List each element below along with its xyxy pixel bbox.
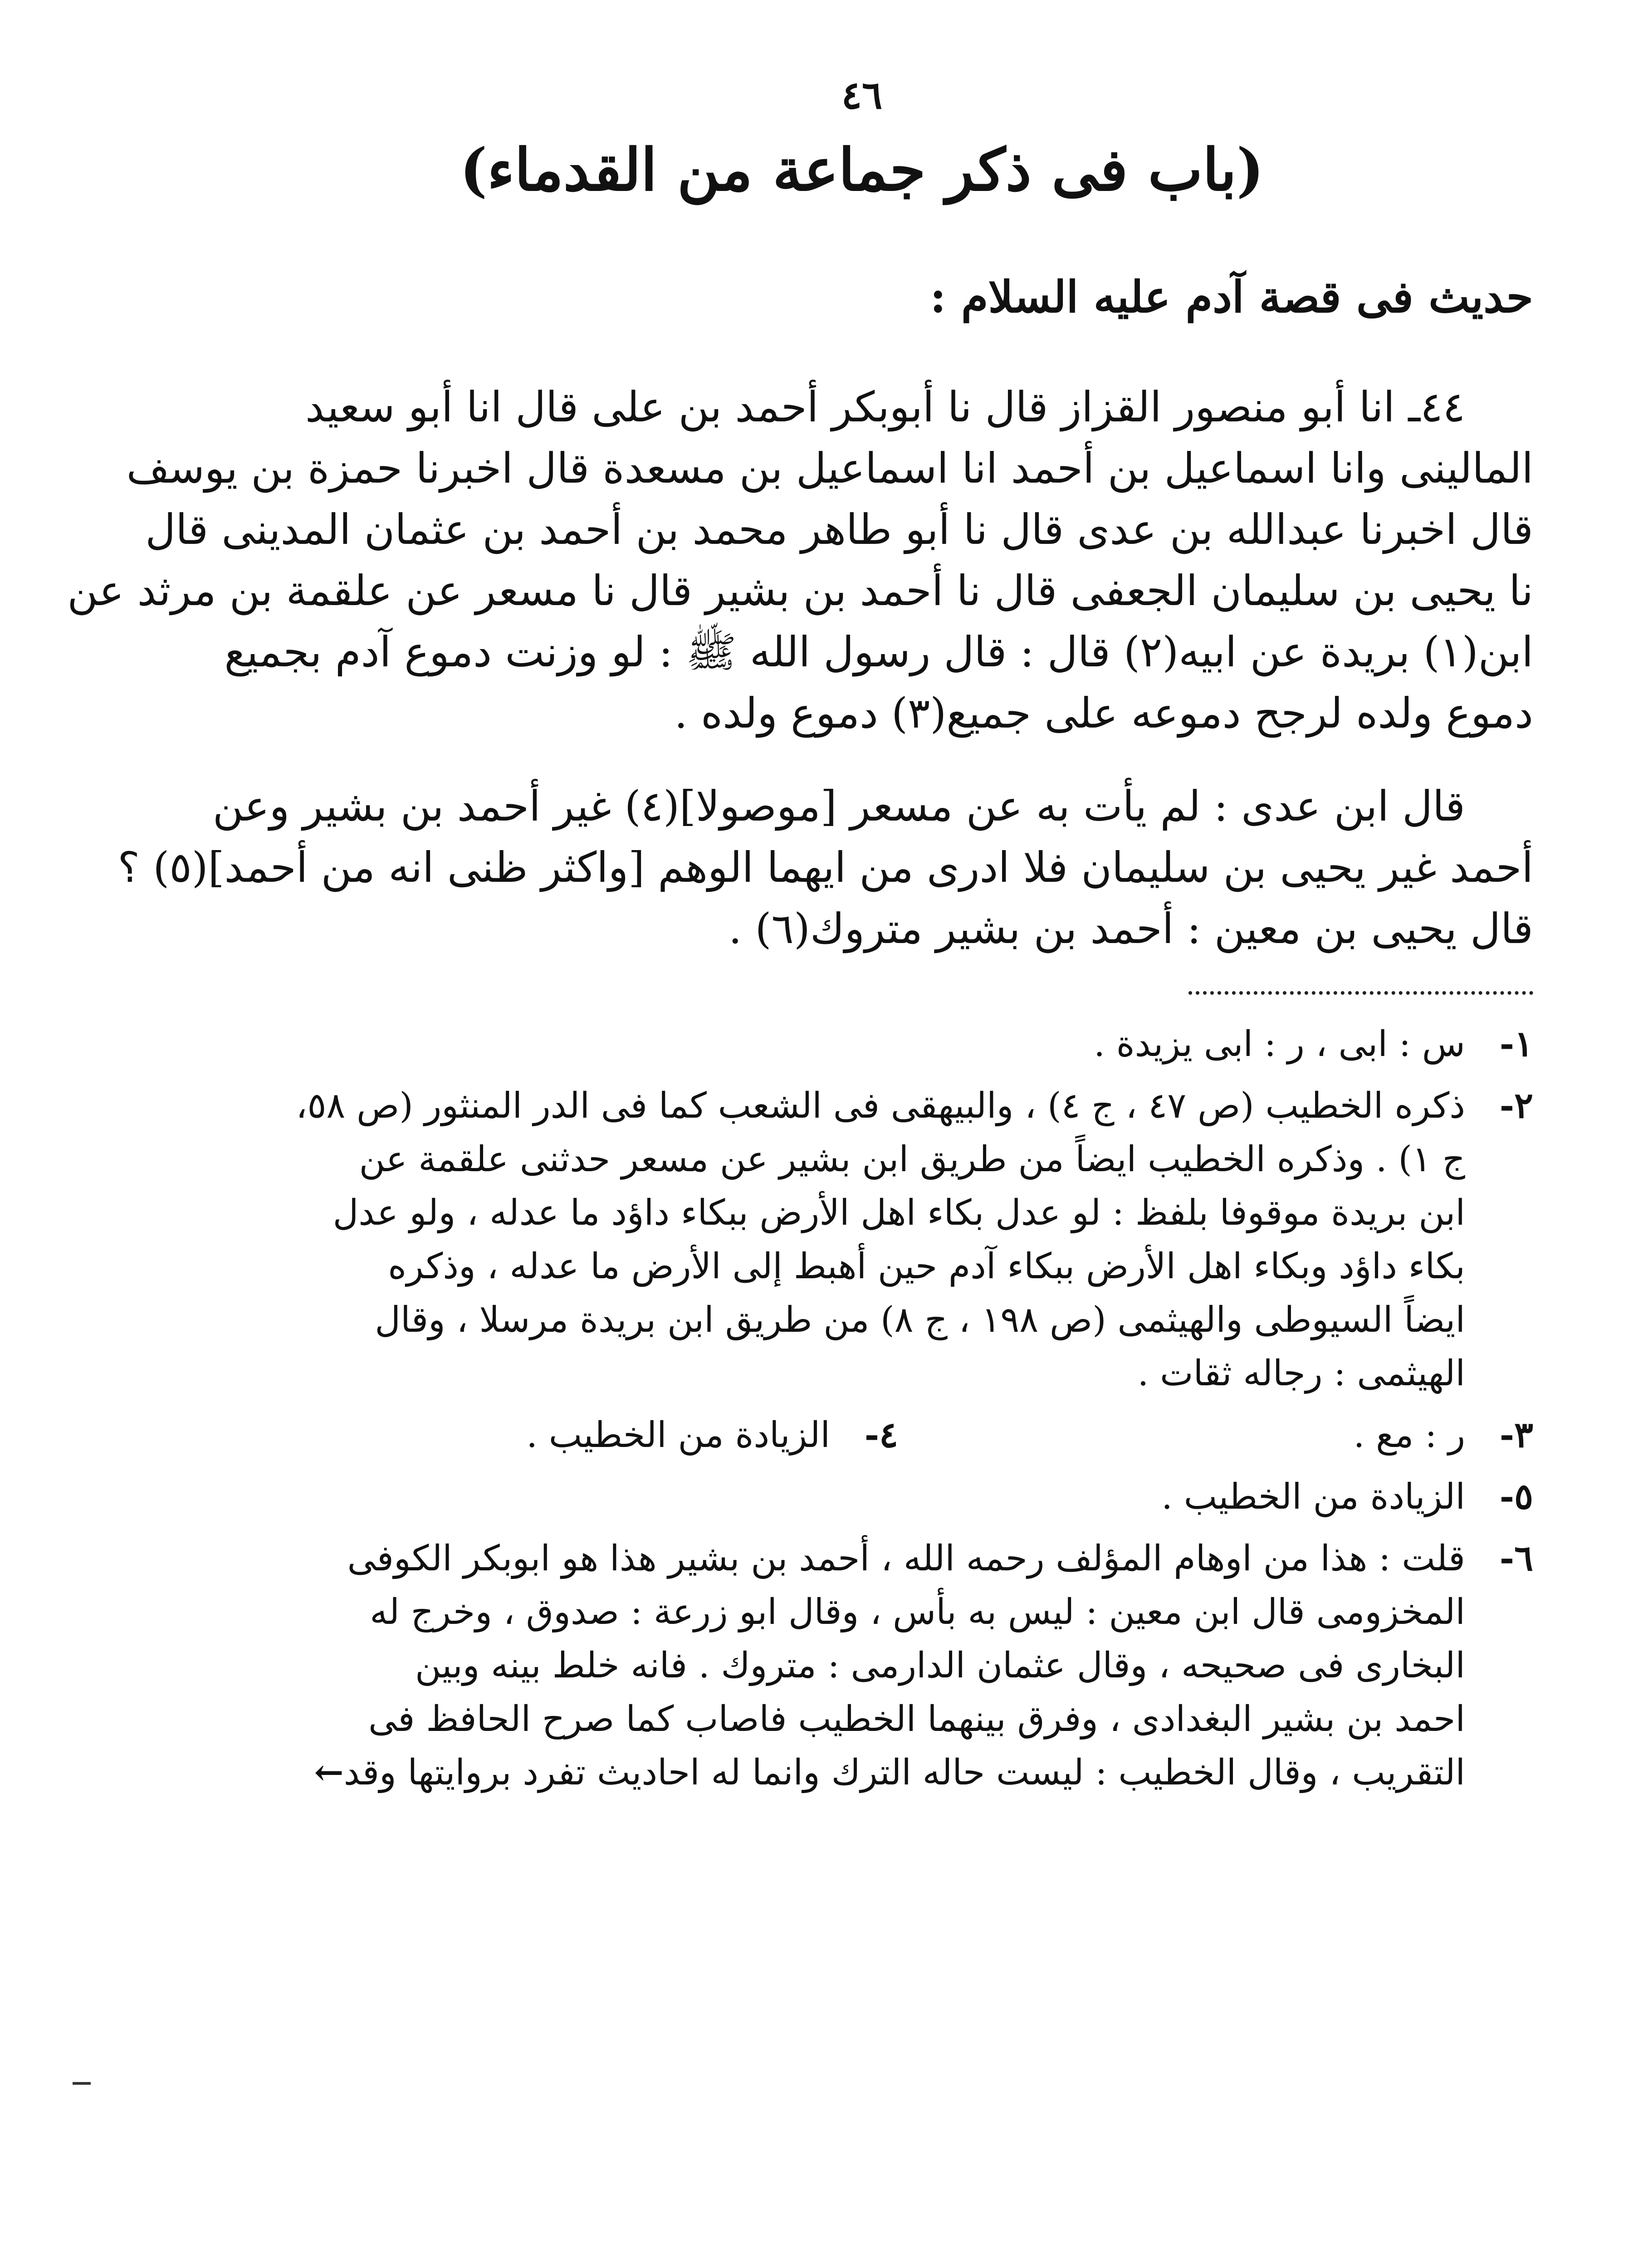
footnote-number: ٦- xyxy=(1499,1538,1533,1579)
footnote-line: ر : مع . xyxy=(1353,1415,1465,1456)
footnote-5 xyxy=(191,1470,1533,1524)
footnote-line: الزيادة من الخطيب . xyxy=(526,1415,830,1456)
footnote-body xyxy=(191,1470,1465,1524)
hadith-line: قال اخبرنا عبدالله بن عدى قال نا أبو طاهر محمد بن أحمد بن عثمان المدينى قال xyxy=(145,505,1533,554)
footnote-number: ٤- xyxy=(864,1414,898,1456)
footnote-body xyxy=(191,1532,1465,1799)
footnote-line: المخزومى قال ابن معين : ليس به بأس ، وقال ابو زرعة : صدوق ، وخرج له xyxy=(370,1592,1465,1633)
chapter-title: (باب فى ذكر جماعة من القدماء) xyxy=(460,136,1264,204)
footnote-line: س : ابى ، ر : ابى يزيدة . xyxy=(1094,1024,1465,1065)
page-number: ٤٦ xyxy=(841,73,883,117)
footnote-line: احمد بن بشير البغدادى ، وفرق بينهما الخطيب فاصاب كما صرح الحافظ فى xyxy=(368,1699,1465,1740)
footnote-2 xyxy=(191,1079,1533,1400)
footnote-separator xyxy=(1188,991,1533,995)
hadith-line: المالينى وانا اسماعيل بن أحمد انا اسماعيل بن مسعدة قال اخبرنا حمزة بن يوسف xyxy=(126,444,1533,493)
footnote-number: ٣- xyxy=(1499,1414,1533,1456)
hadith-line: ٤٤ـ انا أبو منصور القزاز قال نا أبوبكر أحمد بن على قال انا أبو سعيد xyxy=(305,383,1465,431)
footnote-line: ج ١) . وذكره الخطيب ايضاً من طريق ابن بشير عن مسعر حدثنى علقمة عن xyxy=(359,1139,1465,1180)
footnote-number: ٥- xyxy=(1499,1476,1533,1517)
footnote-body xyxy=(526,1408,830,1462)
footnote-line xyxy=(191,1746,1465,1799)
footnotes xyxy=(191,1017,1533,1799)
hadith-line: ابن(١) بريدة عن ابيه(٢) قال : قال رسول الله ﷺ : لو وزنت دموع آدم بجميع xyxy=(224,628,1533,676)
hadith-line: نا يحيى بن سليمان الجعفى قال نا أحمد بن بشير قال نا مسعر عن علقمة بن مرثد عن xyxy=(67,567,1533,615)
footnote-line: ذكره الخطيب (ص ٤٧ ، ج ٤) ، والبيهقى فى الشعب كما فى الدر المنثور (ص ٥٨، xyxy=(296,1085,1465,1126)
footnote-line: الهيثمى : رجاله ثقات . xyxy=(1137,1353,1465,1394)
continuation-arrow-icon: ← xyxy=(314,1752,344,1793)
commentary-line: قال ابن عدى : لم يأت به عن مسعر [موصولا](٤) غير أحمد بن بشير وعن xyxy=(212,782,1465,831)
footnote-body xyxy=(191,1017,1465,1071)
footnote-line: قلت : هذا من اوهام المؤلف رحمه الله ، أحمد بن بشير هذا هو ابوبكر الكوفى xyxy=(347,1538,1465,1579)
footnote-line: بكاء داؤد وبكاء اهل الأرض ببكاء آدم حين أهبط إلى الأرض ما عدله ، وذكره xyxy=(388,1246,1465,1287)
footnote-4 xyxy=(526,1408,898,1462)
margin-mark xyxy=(73,2082,91,2085)
hadith-paragraph xyxy=(67,376,1533,744)
commentary-line: قال يحيى بن معين : أحمد بن بشير متروك(٦) . xyxy=(729,904,1533,953)
footnote-1 xyxy=(191,1017,1533,1071)
footnote-body xyxy=(898,1408,1465,1462)
footnote-line: ابن بريدة موقوفا بلفظ : لو عدل بكاء اهل الأرض ببكاء داؤد ما عدله ، ولو عدل xyxy=(333,1193,1465,1233)
footnote-body xyxy=(191,1079,1465,1400)
hadith-line: دموع ولده لرجح دموعه على جميع(٣) دموع ولده . xyxy=(674,689,1533,738)
book-page xyxy=(67,68,1533,2268)
footnote-line-text: التقريب ، وقال الخطيب : ليست حاله الترك وانما له احاديث تفرد بروايتها وقد xyxy=(343,1752,1465,1793)
footnote-line: البخارى فى صحيحه ، وقال عثمان الدارمى : متروك . فانه خلط بينه وبين xyxy=(415,1645,1465,1686)
commentary-line: أحمد غير يحيى بن سليمان فلا ادرى من ايهما الوهم [واكثر ظنى انه من أحمد](٥) ؟ xyxy=(117,843,1533,892)
footnote-number: ١- xyxy=(1499,1023,1533,1065)
footnote-number: ٢- xyxy=(1499,1085,1533,1126)
footnote-3 xyxy=(898,1408,1533,1462)
commentary-paragraph xyxy=(117,776,1533,959)
section-subheading: حديث فى قصة آدم عليه السلام : xyxy=(930,271,1533,323)
footnote-line: ايضاً السيوطى والهيثمى (ص ١٩٨ ، ج ٨) من طريق ابن بريدة مرسلا ، وقال xyxy=(375,1300,1465,1340)
footnote-line: الزيادة من الخطيب . xyxy=(1161,1476,1465,1517)
footnote-6 xyxy=(191,1532,1533,1799)
footnote-pair-3-4 xyxy=(191,1408,1533,1462)
